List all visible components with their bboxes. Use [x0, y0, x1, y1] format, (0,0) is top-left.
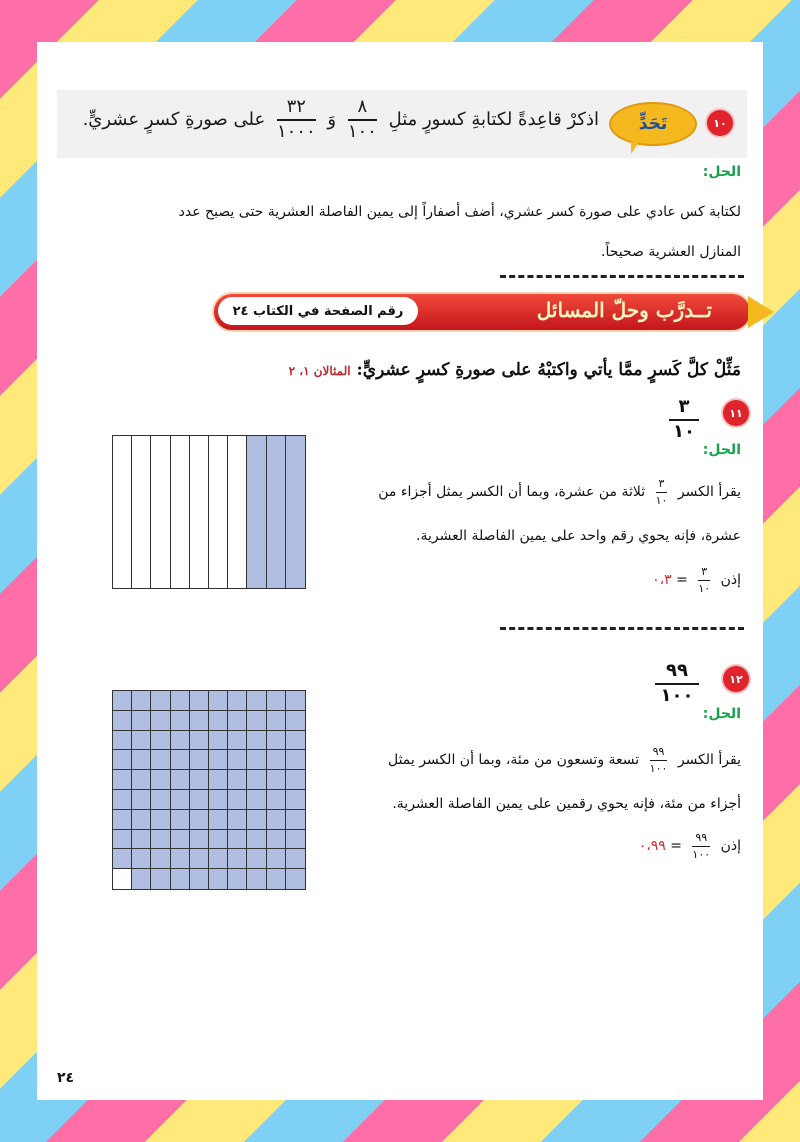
hundredth-cell: [132, 869, 151, 889]
dashed-divider: [500, 627, 744, 630]
answer-12-text-b: تسعة وتسعون من مئة، وبما أن الكسر يمثل: [387, 752, 640, 768]
hundredth-cell: [151, 691, 170, 711]
hundredth-cell: [267, 849, 286, 869]
question-11-fraction: [663, 398, 705, 442]
question-10-text-a: اذكرْ قاعِدةً لكتابةِ كسورٍ مثلِ: [388, 108, 599, 130]
hundredth-cell: [132, 731, 151, 751]
fraction-denominator: ١٠٠: [692, 847, 711, 861]
tenth-strip: [209, 436, 228, 588]
answer-12-line-1: [301, 742, 741, 778]
hundredth-cell: [247, 790, 266, 810]
hundredth-cell: [151, 869, 170, 889]
hundredth-cell: [190, 731, 209, 751]
hundredth-cell: [228, 711, 247, 731]
hundredth-cell: [151, 731, 170, 751]
hundredth-cell: [228, 750, 247, 770]
hundredth-cell: [171, 711, 190, 731]
hundredth-cell: [190, 691, 209, 711]
hundredth-cell: [267, 810, 286, 830]
solution-label-12: الحل:: [702, 706, 741, 722]
examples-reference: المثالان ١، ٢: [288, 364, 351, 378]
tenth-strip: [228, 436, 247, 588]
fraction-numerator: ٣٢: [286, 96, 306, 117]
banner-arrow-icon: [748, 296, 774, 328]
tenth-strip: [247, 436, 266, 588]
question-10-and: وَ: [327, 108, 337, 130]
answer-11-text-a: يقرأ الكسر: [677, 484, 741, 500]
hundredth-cell: [228, 810, 247, 830]
banner-title: تــدرَّب وحلّ المسائل: [536, 298, 712, 322]
fraction-denominator: ١٠: [673, 420, 695, 442]
hundredth-cell: [151, 849, 170, 869]
answer-11-text-b: ثلاثة من عشرة، وبما أن الكسر يمثل أجزاء من: [378, 484, 646, 500]
answer-11-result: [301, 562, 741, 598]
tenth-strip: [151, 436, 170, 588]
hundredth-cell: [113, 849, 132, 869]
hundredth-cell: [209, 770, 228, 790]
answer-12-result: [301, 828, 741, 864]
result-prefix: إذن: [720, 838, 741, 854]
hundredth-cell: [171, 731, 190, 751]
hundredth-cell: [286, 869, 305, 889]
hundredth-cell: [286, 691, 305, 711]
hundredth-cell: [209, 810, 228, 830]
practice-banner: [212, 292, 752, 332]
hundredth-cell: [132, 711, 151, 731]
hundredth-cell: [113, 790, 132, 810]
solution-label-10: الحل:: [702, 164, 741, 180]
hundredth-cell: [132, 849, 151, 869]
hundredth-cell: [247, 849, 266, 869]
hundredth-cell: [113, 770, 132, 790]
hundredth-cell: [171, 869, 190, 889]
hundredth-cell: [209, 790, 228, 810]
hundredth-cell: [190, 869, 209, 889]
hundredth-cell: [247, 770, 266, 790]
hundredth-cell: [209, 869, 228, 889]
hundredth-cell: [209, 711, 228, 731]
hundredth-cell: [247, 750, 266, 770]
hundredth-cell: [267, 711, 286, 731]
instruction-line: [51, 360, 741, 380]
hundredth-cell: [171, 849, 190, 869]
hundredth-cell: [132, 750, 151, 770]
hundredth-cell: [247, 830, 266, 850]
hundredth-cell: [267, 770, 286, 790]
fraction-32-1000: [277, 98, 316, 142]
hundredth-cell: [267, 869, 286, 889]
hundredth-cell: [171, 790, 190, 810]
answer-11-line-2: عشرة، فإنه يحوي رقم واحد على يمين الفاصلة العشرية.: [416, 528, 741, 544]
fraction-numerator: ٨: [357, 96, 368, 117]
question-number-12: ١٢: [723, 666, 749, 692]
equals-sign: =: [676, 572, 688, 588]
fraction-8-100: [348, 98, 377, 142]
hundredth-cell: [151, 810, 170, 830]
book-page-reference: رقم الصفحة في الكتاب ٢٤: [218, 297, 418, 325]
fraction-denominator: ١٠٠: [649, 761, 668, 775]
fraction-numerator: ٩٩: [695, 830, 708, 844]
fraction-denominator: ١٠٠: [347, 120, 377, 142]
question-10-strip: [57, 90, 747, 158]
fraction-denominator: ١٠: [698, 581, 711, 595]
question-number-11: ١١: [723, 400, 749, 426]
hundredth-cell: [228, 790, 247, 810]
hundredths-model: [112, 690, 306, 890]
hundredth-cell: [228, 869, 247, 889]
inline-fraction-99-100: [650, 746, 668, 774]
answer-12-text-a: يقرأ الكسر: [677, 752, 741, 768]
fraction-numerator: ٣: [658, 476, 665, 490]
hundredth-cell: [228, 830, 247, 850]
hundredth-cell: [151, 790, 170, 810]
hundredth-cell: [171, 750, 190, 770]
hundredth-cell: [267, 731, 286, 751]
hundredth-cell: [209, 731, 228, 751]
fraction-denominator: ١٠٠٠: [276, 120, 316, 142]
hundredth-cell: [151, 750, 170, 770]
decimal-result: ٠،٩٩: [638, 838, 666, 854]
fraction-denominator: ١٠: [655, 493, 668, 507]
answer-11-line-1: [301, 474, 741, 510]
hundredth-cell: [228, 731, 247, 751]
tenth-strip: [113, 436, 132, 588]
instruction-text: مَثِّلْ كلَّ كَسرٍ ممَّا يأتي واكتبْهُ على صورةِ كسرٍ عشريٍّ:: [356, 360, 741, 380]
tenth-strip: [132, 436, 151, 588]
hundredth-cell: [151, 830, 170, 850]
fraction-denominator: ١٠٠: [660, 684, 694, 706]
hundredth-cell: [209, 750, 228, 770]
hundredth-cell: [132, 830, 151, 850]
decimal-result: ٠،٣: [652, 572, 672, 588]
hundredth-cell: [209, 830, 228, 850]
hundredth-cell: [113, 691, 132, 711]
hundredth-cell: [209, 849, 228, 869]
challenge-bubble: تَحَدٍّ: [609, 102, 697, 146]
hundredth-cell: [171, 691, 190, 711]
hundredth-cell: [267, 691, 286, 711]
hundredth-cell: [267, 830, 286, 850]
tenth-strip: [171, 436, 190, 588]
hundredth-cell: [151, 711, 170, 731]
hundredth-cell: [113, 830, 132, 850]
question-10-text-b: على صورةِ كسرٍ عشريٍّ.: [82, 108, 266, 130]
hundredth-cell: [247, 869, 266, 889]
page-number: ٢٤: [57, 1070, 75, 1086]
hundredth-cell: [151, 770, 170, 790]
hundredth-cell: [190, 750, 209, 770]
hundredth-cell: [247, 731, 266, 751]
hundredth-cell: [228, 849, 247, 869]
hundredth-cell: [132, 790, 151, 810]
question-12-fraction: [649, 662, 705, 706]
solution-label-11: الحل:: [702, 442, 741, 458]
hundredth-cell: [171, 830, 190, 850]
hundredth-cell: [113, 731, 132, 751]
hundredth-cell: [209, 691, 228, 711]
answer-10-line-2: المنازل العشرية صحيحاً.: [601, 244, 741, 260]
hundredth-cell: [247, 691, 266, 711]
hundredth-cell: [190, 790, 209, 810]
result-prefix: إذن: [720, 572, 741, 588]
equals-sign: =: [670, 838, 682, 854]
answer-12-line-2: أجزاء من مئة، فإنه يحوي رقمين على يمين الفاصلة العشرية.: [392, 796, 741, 812]
hundredth-cell: [247, 810, 266, 830]
hundredth-cell: [190, 810, 209, 830]
answer-10-line-1: لكتابة كس عادي على صورة كسر عشري، أضف أصفاراً إلى يمين الفاصلة العشرية حتى يصبح عدد: [178, 204, 741, 220]
fraction-numerator: ٣: [678, 396, 690, 417]
question-10-text: [69, 98, 599, 142]
hundredth-cell: [228, 691, 247, 711]
fraction-numerator: ٩٩: [652, 744, 665, 758]
hundredth-cell: [228, 770, 247, 790]
tenths-model: [112, 435, 306, 589]
hundredth-cell: [190, 849, 209, 869]
fraction-numerator: ٣: [701, 564, 708, 578]
hundredth-cell: [113, 750, 132, 770]
tenth-strip: [267, 436, 286, 588]
question-number-10: ١٠: [707, 110, 733, 136]
hundredth-cell: [132, 770, 151, 790]
hundredth-cell: [171, 770, 190, 790]
inline-fraction-3-10: [656, 478, 668, 506]
dashed-divider: [500, 275, 744, 278]
hundredth-cell: [267, 790, 286, 810]
hundredth-cell: [113, 810, 132, 830]
hundredth-cell: [267, 750, 286, 770]
hundredth-cell: [132, 691, 151, 711]
hundredth-cell: [190, 711, 209, 731]
tenth-strip: [190, 436, 209, 588]
fraction-numerator: ٩٩: [666, 660, 688, 681]
hundredth-cell: [190, 770, 209, 790]
result-fraction: [698, 566, 710, 594]
hundredth-cell: [286, 711, 305, 731]
hundredth-cell: [247, 711, 266, 731]
hundredth-cell: [132, 810, 151, 830]
hundredth-cell: [171, 810, 190, 830]
hundredth-cell: [190, 830, 209, 850]
hundredth-cell: [113, 711, 132, 731]
worksheet-page: [37, 42, 763, 1100]
result-fraction: [692, 832, 710, 860]
hundredth-cell: [113, 869, 132, 889]
